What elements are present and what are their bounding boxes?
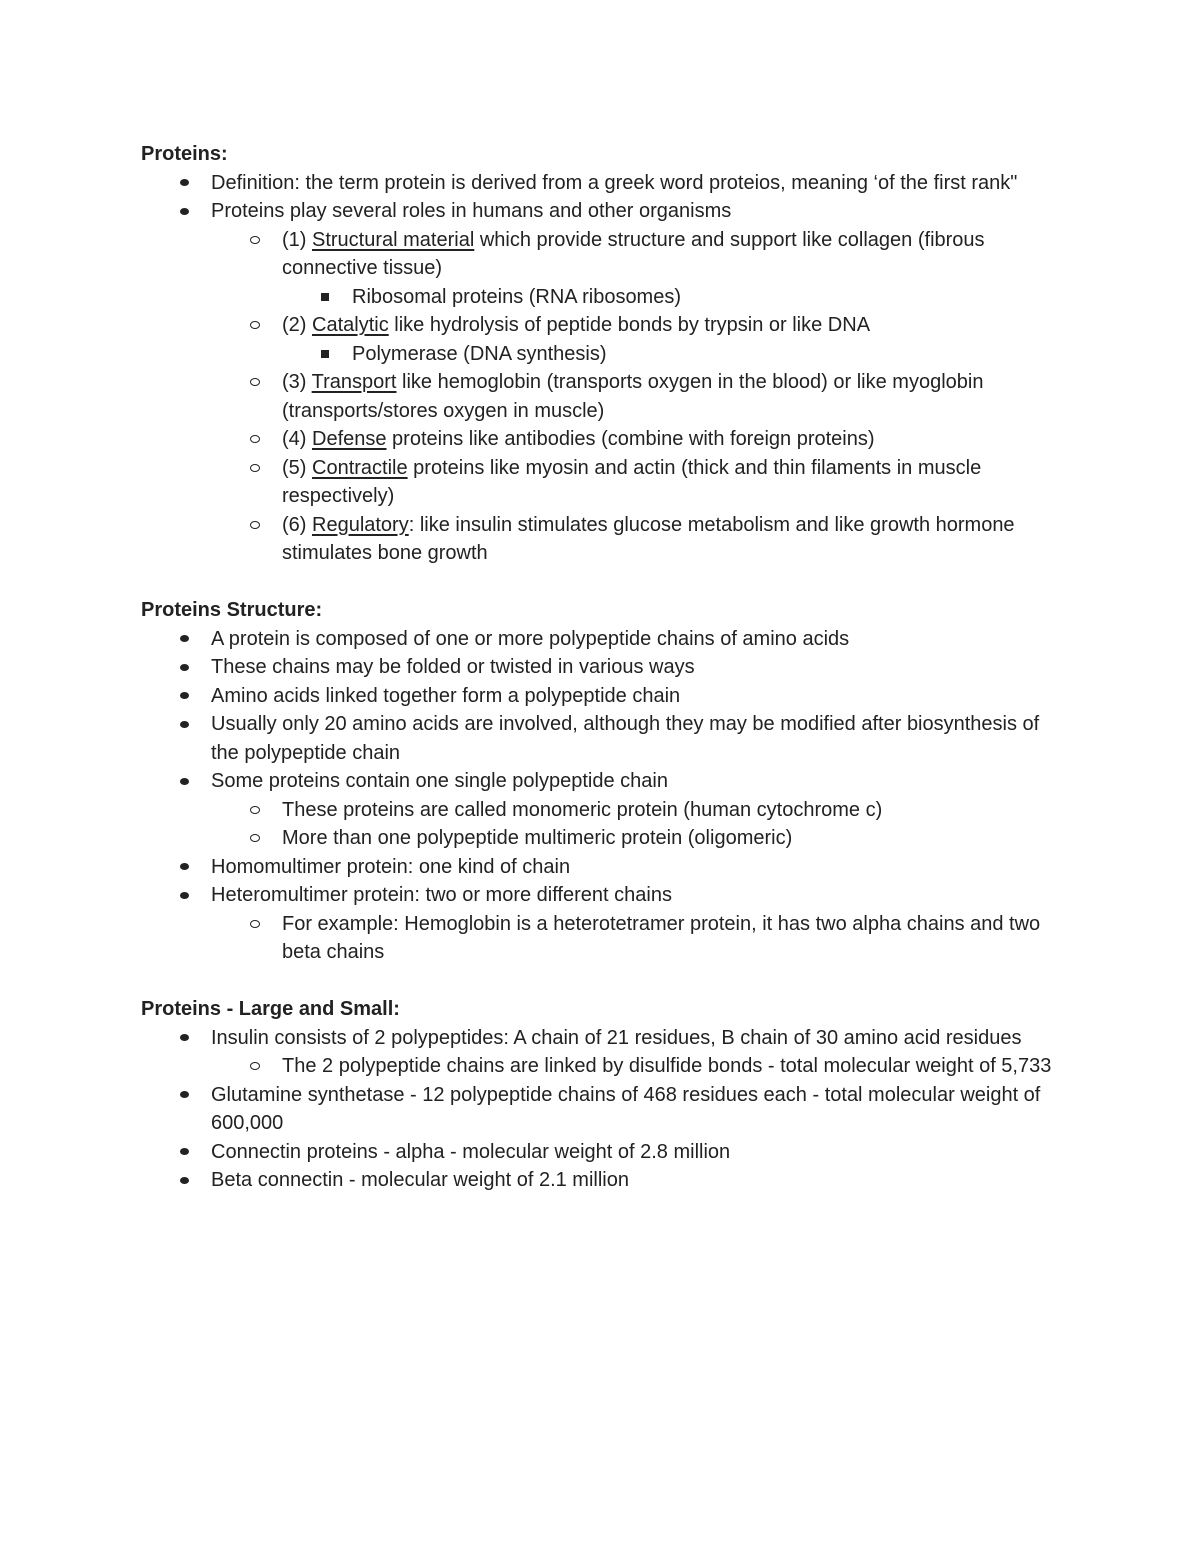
- bullet-circle-icon: [248, 368, 262, 397]
- list-item-text: Glutamine synthetase - 12 polypeptide chains of 468 residues each - total molecular weight of 600,000: [211, 1083, 1041, 1134]
- list-item-text: (6): [282, 513, 312, 536]
- list-item: [141, 1081, 1061, 1138]
- list-item-text: Heteromultimer protein: two or more different chains: [211, 884, 672, 906]
- bullet-circle-icon: [248, 425, 262, 454]
- bullet-circle-icon: [248, 454, 262, 483]
- list-item: [141, 425, 1061, 454]
- list-item-text: The 2 polypeptide chains are linked by disulfide bonds - total molecular weight of 5,733: [282, 1055, 1052, 1077]
- bullet-circle-icon: [248, 511, 262, 540]
- bullet-circle-icon: [248, 824, 262, 853]
- list-item-text: Homomultimer protein: one kind of chain: [211, 855, 571, 878]
- list-item-text: Connectin proteins - alpha - molecular weight of 2.8 million: [211, 1140, 731, 1163]
- list-item: [141, 1052, 1061, 1081]
- bullet-disc-icon: [177, 625, 191, 654]
- list-item-text: (4): [282, 428, 312, 450]
- list-item-text: More than one polypeptide multimeric protein (oligomeric): [282, 827, 793, 849]
- section: [141, 995, 1061, 1195]
- list-item-term: Regulatory: [312, 513, 409, 536]
- bullet-disc-icon: [177, 1138, 191, 1167]
- bullet-disc-icon: [177, 1024, 191, 1053]
- bullet-disc-icon: [177, 853, 191, 882]
- bullet-circle-icon: [248, 1052, 262, 1081]
- section-heading: Proteins - Large and Small:: [141, 998, 400, 1020]
- bullet-disc-icon: [177, 682, 191, 711]
- list-item-text: : like insulin stimulates glucose metabolism and like growth hormone stimulates bone growth: [282, 513, 1015, 564]
- bullet-disc-icon: [177, 767, 191, 796]
- list-item: [141, 853, 1061, 882]
- list-item-text: like hydrolysis of peptide bonds by trypsin or like DNA: [388, 314, 871, 336]
- section: [141, 140, 1061, 568]
- list-item: [141, 1166, 1061, 1195]
- list-item-term: Catalytic: [312, 314, 389, 336]
- list-item-text: Some proteins contain one single polypeptide chain: [211, 770, 668, 792]
- list-item-term: Defense: [312, 428, 387, 450]
- bullet-disc-icon: [177, 1081, 191, 1110]
- list-item-text: proteins like antibodies (combine with foreign proteins): [386, 428, 875, 450]
- list-item-text: (5): [282, 456, 312, 479]
- bullet-circle-icon: [248, 910, 262, 939]
- list-item-text: Insulin consists of 2 polypeptides: A chain of 21 residues, B chain of 30 amino acid residues: [211, 1026, 1022, 1049]
- list-item: [141, 682, 1061, 711]
- list-item: [141, 340, 1061, 369]
- list-item: [141, 368, 1061, 425]
- list-item-text: Polymerase (DNA synthesis): [352, 342, 607, 365]
- list-item: [141, 1138, 1061, 1167]
- list-item: [141, 511, 1061, 568]
- list-item: [141, 881, 1061, 910]
- bullet-disc-icon: [177, 710, 191, 739]
- list-item-text: proteins like myosin and actin (thick and thin filaments in muscle respectively): [282, 456, 982, 507]
- section-heading: Proteins Structure:: [141, 599, 323, 621]
- list-item-text: These proteins are called monomeric protein (human cytochrome c): [282, 798, 883, 821]
- section: [141, 596, 1061, 967]
- list-item: [141, 197, 1061, 226]
- bullet-square-icon: [318, 283, 332, 312]
- list-item-text: Definition: the term protein is derived from a greek word proteios, meaning ‘of the first rank": [211, 171, 1018, 194]
- list-item: [141, 283, 1061, 312]
- list-item-text: Usually only 20 amino acids are involved, although they may be modified after biosynthesis of the polypeptide chain: [211, 713, 1040, 764]
- list-item: [141, 767, 1061, 796]
- list-item-text: A protein is composed of one or more polypeptide chains of amino acids: [211, 627, 850, 650]
- list-item: [141, 454, 1061, 511]
- list-item: [141, 910, 1061, 967]
- bullet-circle-icon: [248, 796, 262, 825]
- bullet-disc-icon: [177, 653, 191, 682]
- list-item-text: For example: Hemoglobin is a heterotetramer protein, it has two alpha chains and two beta chains: [282, 912, 1041, 963]
- list-item-text: Ribosomal proteins (RNA ribosomes): [352, 285, 682, 308]
- list-item-term: Contractile: [312, 456, 408, 479]
- list-item: [141, 311, 1061, 340]
- bullet-square-icon: [318, 340, 332, 369]
- list-item-text: Amino acids linked together form a polypeptide chain: [211, 684, 681, 707]
- bullet-circle-icon: [248, 311, 262, 340]
- list-item: [141, 1024, 1061, 1053]
- list-item: [141, 226, 1061, 283]
- list-item-text: Beta connectin - molecular weight of 2.1 million: [211, 1169, 629, 1191]
- list-item: [141, 169, 1061, 198]
- list-item: [141, 796, 1061, 825]
- list-item: [141, 625, 1061, 654]
- bullet-circle-icon: [248, 226, 262, 255]
- list-item-text: which provide structure and support like collagen (fibrous connective tissue): [282, 228, 985, 279]
- bullet-disc-icon: [177, 169, 191, 198]
- list-item-text: (2): [282, 314, 312, 336]
- list-item: [141, 653, 1061, 682]
- list-item: [141, 710, 1061, 767]
- list-item: [141, 824, 1061, 853]
- list-item-term: Structural material: [312, 228, 475, 251]
- list-item-text: (3): [282, 371, 312, 393]
- list-item-text: like hemoglobin (transports oxygen in the blood) or like myoglobin (transports/stores oxygen in muscle): [282, 371, 984, 422]
- list-item-text: Proteins play several roles in humans and other organisms: [211, 200, 732, 222]
- bullet-disc-icon: [177, 197, 191, 226]
- list-item-text: These chains may be folded or twisted in various ways: [211, 656, 695, 678]
- list-item-term: Transport: [311, 371, 397, 393]
- list-item-text: (1): [282, 228, 312, 251]
- document-body: [141, 140, 1061, 1195]
- bullet-disc-icon: [177, 881, 191, 910]
- section-heading: Proteins:: [141, 143, 228, 165]
- bullet-disc-icon: [177, 1166, 191, 1195]
